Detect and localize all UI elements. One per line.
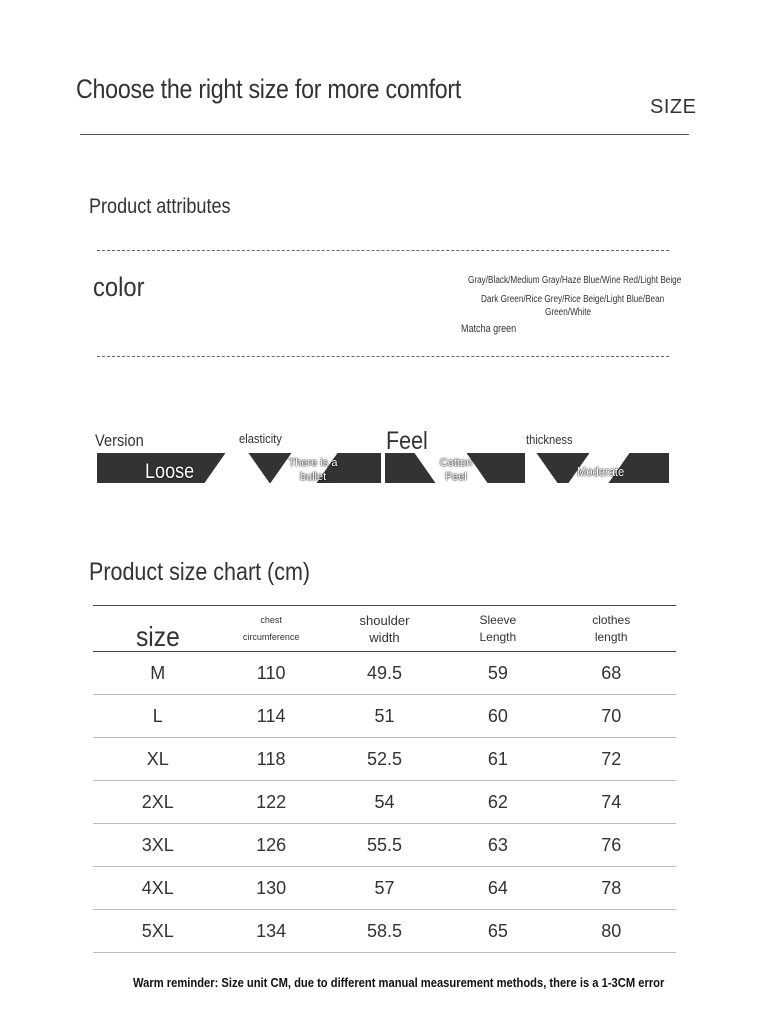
table-row bbox=[93, 824, 676, 867]
header-size-label: size bbox=[135, 621, 180, 652]
cell-chest: 122 bbox=[256, 791, 287, 812]
cell-chest: 114 bbox=[256, 705, 286, 726]
cell-shoulder: 51 bbox=[374, 705, 395, 726]
cell-size: 5XL bbox=[141, 920, 174, 941]
table-row bbox=[93, 781, 676, 824]
header-length bbox=[546, 606, 676, 652]
header-shoulder-line: width bbox=[369, 629, 400, 645]
elasticity-value bbox=[287, 456, 339, 484]
cell-length: 74 bbox=[601, 791, 622, 812]
header-sleeve bbox=[449, 606, 546, 652]
attributes-title: Product attributes bbox=[89, 195, 231, 218]
color-options-line: Matcha green bbox=[461, 323, 517, 335]
cell-chest: 126 bbox=[256, 834, 287, 855]
cell-sleeve: 60 bbox=[487, 705, 508, 726]
color-label: color bbox=[93, 272, 145, 302]
warm-reminder: Warm reminder: Size unit CM, due to different manual measurement methods, there is a 1-3CM error bbox=[133, 975, 665, 990]
size-chart-title: Product size chart (cm) bbox=[89, 558, 311, 586]
header-length-line: clothes bbox=[592, 612, 631, 627]
cell-size: M bbox=[150, 662, 166, 683]
header-shoulder-line: shoulder bbox=[359, 612, 410, 628]
feel-value-line: Cotton bbox=[439, 457, 473, 469]
header-length-line: length bbox=[594, 629, 628, 644]
cell-length: 78 bbox=[601, 877, 622, 898]
cell-size: L bbox=[152, 705, 163, 726]
color-options-line: Dark Green/Rice Grey/Rice Beige/Light Blue/Bean bbox=[481, 294, 665, 305]
header-sleeve-line: Length bbox=[479, 629, 517, 644]
cell-shoulder: 52.5 bbox=[366, 748, 402, 769]
header-divider bbox=[80, 134, 689, 135]
cell-size: 2XL bbox=[141, 791, 174, 812]
cell-sleeve: 64 bbox=[487, 877, 508, 898]
dashed-divider-top bbox=[97, 250, 669, 251]
header-shoulder bbox=[320, 606, 450, 652]
cell-chest: 118 bbox=[256, 748, 286, 769]
table-row bbox=[93, 867, 676, 910]
header-chest-line: circumference bbox=[242, 631, 300, 642]
cell-shoulder: 57 bbox=[374, 877, 395, 898]
cell-sleeve: 59 bbox=[487, 662, 508, 683]
cell-size: XL bbox=[146, 748, 169, 769]
cell-sleeve: 63 bbox=[487, 834, 508, 855]
feel-value bbox=[436, 456, 476, 484]
cell-length: 72 bbox=[601, 748, 622, 769]
feel-value-line: Feel bbox=[445, 471, 467, 483]
cell-chest: 110 bbox=[256, 662, 286, 683]
cell-sleeve: 65 bbox=[487, 920, 508, 941]
table-row bbox=[93, 910, 676, 953]
table-row bbox=[93, 695, 676, 738]
cell-chest: 134 bbox=[256, 920, 287, 941]
cell-length: 76 bbox=[601, 834, 622, 855]
cell-size: 3XL bbox=[141, 834, 174, 855]
table-header-row bbox=[93, 606, 676, 652]
cell-shoulder: 49.5 bbox=[366, 662, 402, 683]
color-options-line: Green/White bbox=[545, 307, 592, 318]
cell-shoulder: 55.5 bbox=[366, 834, 402, 855]
cell-sleeve: 62 bbox=[487, 791, 508, 812]
cell-shoulder: 54 bbox=[374, 791, 395, 812]
dashed-divider-bottom bbox=[97, 356, 669, 357]
elasticity-value-line: bullet bbox=[299, 471, 327, 483]
version-value: Loose bbox=[145, 460, 195, 483]
table-row bbox=[93, 738, 676, 781]
elasticity-value-line: There is a bbox=[288, 457, 338, 469]
page-title: Choose the right size for more comfort bbox=[76, 74, 462, 104]
header-size bbox=[93, 606, 223, 652]
header-chest bbox=[223, 606, 320, 652]
thickness-value: Moderate bbox=[577, 464, 625, 479]
cell-shoulder: 58.5 bbox=[366, 920, 402, 941]
thickness-label: thickness bbox=[526, 432, 573, 447]
version-label: Version bbox=[95, 431, 144, 450]
table-row bbox=[93, 652, 676, 695]
cell-length: 80 bbox=[601, 920, 622, 941]
header-chest-line: chest bbox=[260, 614, 282, 625]
cell-length: 68 bbox=[601, 662, 622, 683]
color-options-line: Gray/Black/Medium Gray/Haze Blue/Wine Red/Light Beige bbox=[468, 275, 682, 286]
header-sleeve-line: Sleeve bbox=[479, 612, 517, 627]
cell-sleeve: 61 bbox=[487, 748, 508, 769]
elasticity-label: elasticity bbox=[239, 431, 282, 446]
size-label: SIZE bbox=[650, 96, 697, 118]
cell-length: 70 bbox=[601, 705, 622, 726]
feel-label: Feel bbox=[386, 427, 428, 455]
cell-chest: 130 bbox=[256, 877, 287, 898]
cell-size: 4XL bbox=[141, 877, 174, 898]
size-chart-table bbox=[93, 605, 676, 953]
